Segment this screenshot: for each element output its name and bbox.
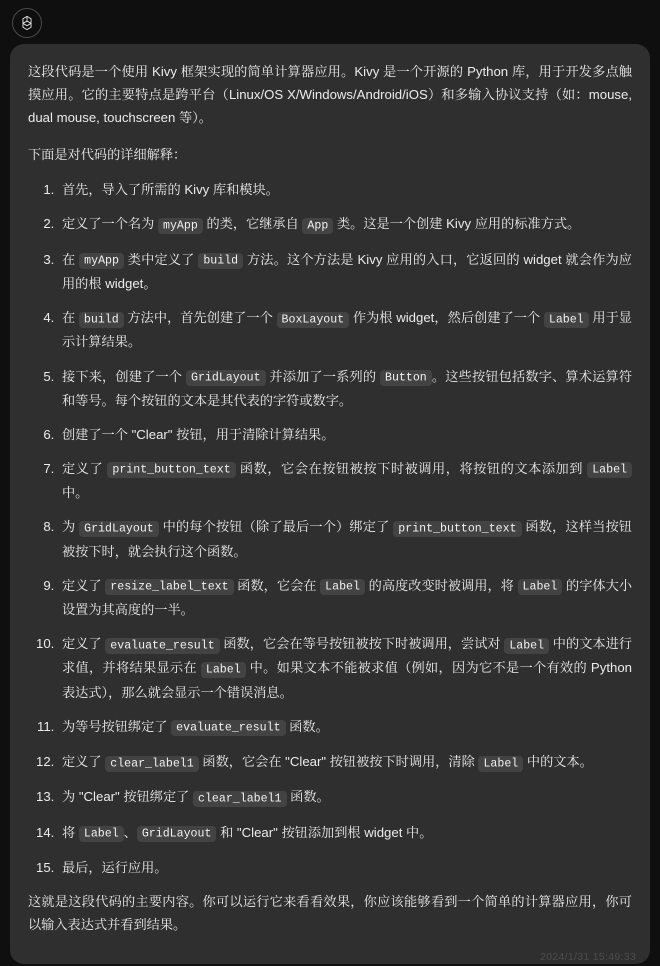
avatar	[12, 8, 42, 38]
inline-code-token: build	[198, 253, 243, 269]
inline-code-token: Label	[478, 756, 523, 772]
step-text: 方法中，首先创建了一个	[123, 310, 277, 326]
step-text: 函数，它会在等号按钮被按下时被调用，尝试对	[219, 636, 505, 652]
step-text: 最后，运行应用。	[62, 859, 168, 875]
step-text: 函数，它会在	[233, 577, 321, 593]
inline-code-token: GridLayout	[137, 826, 217, 842]
message-lead-paragraph: 下面是对代码的详细解释：	[28, 147, 187, 163]
inline-code-token: Label	[587, 462, 632, 478]
step-text: 在	[62, 251, 80, 267]
inline-code-token: Button	[380, 370, 432, 386]
step-text: 定义了	[62, 577, 106, 593]
step-text: 作为根 widget，然后创建了一个	[349, 310, 544, 326]
step-text: 和 "Clear" 按钮添加到根 widget 中。	[216, 824, 433, 840]
inline-code-token: print_button_text	[393, 521, 521, 537]
inline-code-token: evaluate_result	[171, 720, 285, 736]
explanation-step	[58, 365, 632, 412]
step-text: 中。	[62, 485, 89, 501]
message-timestamp: 2024/1/31 15:49:33	[540, 950, 636, 963]
inline-code-token: GridLayout	[186, 370, 266, 386]
inline-code-token: clear_label1	[193, 791, 287, 807]
step-text: 中的文本进行求值，并将结果显示在	[62, 636, 632, 676]
explanation-step	[58, 306, 632, 353]
inline-code-token: Label	[201, 662, 246, 678]
inline-code-token: clear_label1	[105, 756, 199, 772]
step-text: 中的文本。	[523, 754, 593, 770]
step-text: 函数。	[286, 789, 330, 805]
step-text: 函数，它会在按钮被按下时被调用，将按钮的文本添加到	[235, 460, 588, 476]
step-text: 函数。	[285, 718, 329, 734]
step-text: 的字体大小设置为其高度的一半。	[62, 577, 633, 617]
step-text: 类。这是一个创建 Kivy 应用的标准方式。	[333, 216, 581, 232]
step-text: 并添加了一系列的	[265, 368, 381, 384]
openai-logo-icon	[18, 14, 36, 32]
step-text: 中的每个按钮（除了最后一个）绑定了	[158, 519, 394, 535]
step-text: 将	[62, 824, 79, 840]
inline-code-token: Label	[320, 579, 365, 595]
inline-code-token: myApp	[158, 218, 203, 234]
explanation-step	[58, 515, 632, 562]
step-text: 为 "Clear" 按钮绑定了	[62, 789, 193, 805]
step-text: 类中定义了	[123, 251, 199, 267]
explanation-step	[58, 785, 632, 809]
step-text: 首先，导入了所需的 Kivy 库和模块。	[62, 182, 279, 198]
step-text: 定义了一个名为	[62, 216, 158, 232]
step-text: 定义了	[62, 460, 108, 476]
explanation-step	[58, 821, 632, 845]
explanation-step-list	[28, 178, 632, 879]
inline-code-token: BoxLayout	[277, 312, 350, 328]
explanation-step	[58, 248, 632, 295]
message-closing-paragraph: 这就是这段代码的主要内容。你可以运行它来看看效果，你应该能够看到一个简单的计算器应用，你可以输入表达式并看到结果。	[28, 893, 632, 933]
step-text: 函数，它会在 "Clear" 按钮被按下时调用，清除	[198, 754, 479, 770]
step-text: 定义了	[62, 754, 106, 770]
step-text: 创建了一个 "Clear" 按钮，用于清除计算结果。	[62, 426, 335, 442]
message-intro-paragraph: 这段代码是一个使用 Kivy 框架实现的简单计算器应用。Kivy 是一个开源的 Python 库，用于开发多点触摸应用。它的主要特点是跨平台（Linux/OS X/Windows/Android/iOS）和多输入协议支持（如：mouse, dual mouse, touchscreen 等）。	[28, 64, 632, 126]
step-text: 用于显示计算结果。	[62, 310, 632, 350]
step-text: 方法。这个方法是 Kivy 应用的入口，它返回的 widget 就会作为应用的根 widget。	[62, 251, 632, 292]
inline-code-token: Label	[518, 579, 563, 595]
step-text: 、	[123, 824, 137, 840]
step-text: 中。如果文本不能被求值（例如，因为它不是一个有效的 Python 表达式），那么就会显示一个错误消息。	[62, 660, 632, 700]
inline-code-token: evaluate_result	[105, 638, 219, 654]
explanation-step	[58, 423, 632, 446]
explanation-step	[58, 457, 632, 504]
inline-code-token: build	[79, 312, 124, 328]
assistant-message-bubble	[10, 44, 650, 964]
inline-code-token: myApp	[79, 253, 124, 269]
step-text: 接下来，创建了一个	[62, 368, 186, 384]
inline-code-token: App	[302, 218, 333, 234]
explanation-step	[58, 750, 632, 774]
explanation-step	[58, 715, 632, 739]
inline-code-token: Label	[544, 312, 589, 328]
step-text: 函数，这样当按钮被按下时，就会执行这个函数。	[62, 519, 632, 559]
explanation-step	[58, 574, 632, 621]
step-text: 为	[62, 519, 80, 535]
step-text: 的高度改变时被调用，将	[364, 577, 518, 593]
inline-code-token: Label	[79, 826, 124, 842]
inline-code-token: GridLayout	[79, 521, 159, 537]
assistant-avatar-row	[10, 8, 650, 38]
inline-code-token: resize_label_text	[105, 579, 233, 595]
inline-code-token: print_button_text	[107, 462, 235, 478]
inline-code-token: Label	[504, 638, 549, 654]
explanation-step	[58, 212, 632, 236]
step-text: 。这些按钮包括数字、算术运算符和等号。每个按钮的文本是其代表的字符或数字。	[62, 368, 633, 408]
explanation-step	[58, 178, 632, 201]
explanation-step	[58, 632, 632, 704]
explanation-step	[58, 856, 632, 879]
step-text: 定义了	[62, 636, 106, 652]
step-text: 在	[62, 310, 79, 326]
step-text: 的类，它继承自	[202, 216, 303, 232]
step-text: 为等号按钮绑定了	[62, 718, 172, 734]
